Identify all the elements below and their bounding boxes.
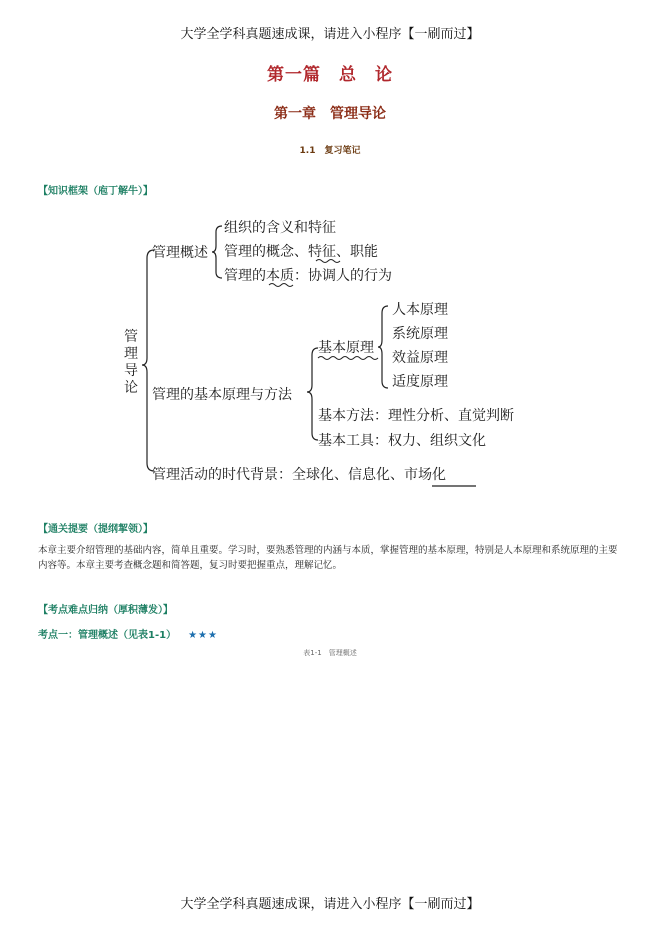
branch2-brace [307, 348, 318, 440]
root-brace [142, 250, 154, 471]
branch3-label: 管理活动的时代背景：全球化、信息化、市场化 [152, 467, 446, 483]
branch2-sublabel: 基本原理 [318, 340, 374, 356]
wavy-underline-jibenyuanli [318, 357, 378, 360]
diagram-root-char-4: 论 [124, 380, 138, 396]
diagram-root-char-2: 理 [124, 346, 138, 362]
principles-brace [378, 306, 388, 388]
principle-3: 效益原理 [392, 350, 448, 366]
section-title: 1.1 复习笔记 [299, 146, 361, 156]
principle-4: 适度原理 [392, 374, 448, 390]
keypoints-heading: 【考点难点归纳（厚积薄发）】 [38, 605, 173, 616]
chapter-title: 第一章 管理导论 [274, 106, 386, 122]
branch1-item-1: 组织的含义和特征 [224, 220, 336, 236]
diagram-root-char-3: 导 [124, 363, 138, 379]
diagram-root-char-1: 管 [124, 329, 138, 345]
branch2-method: 基本方法：理性分析、直觉判断 [318, 408, 514, 424]
table-caption: 表1-1 管理概述 [303, 649, 357, 657]
summary-heading: 【通关提要（提纲挈领）】 [38, 524, 153, 535]
keypoint-1-title [38, 626, 218, 641]
branch1-item-2: 管理的概念、特征、职能 [224, 244, 378, 260]
branch1-label: 管理概述 [152, 245, 208, 261]
summary-paragraph: 本章主要介绍管理的基础内容，简单且重要。学习时，要熟悉管理的内涵与本质，掌握管理的基本原理，特别是人本原理和系统原理的主要内容等。本章主要考查概念题和简答题，复习时要把握重点，理解记忆。 [38, 545, 618, 571]
principle-2: 系统原理 [392, 326, 448, 342]
page-header: 大学全学科真题速成课，请进入小程序【一刷而过】 [180, 27, 480, 42]
branch2-label: 管理的基本原理与方法 [152, 387, 292, 403]
part-title: 第一篇 总 论 [267, 65, 393, 85]
knowledge-framework-diagram [110, 208, 560, 498]
principle-1: 人本原理 [392, 302, 448, 318]
importance-stars: ★★★ [188, 630, 218, 641]
framework-heading: 【知识框架（庖丁解牛）】 [38, 186, 153, 197]
branch1-item-3: 管理的本质：协调人的行为 [224, 268, 392, 284]
page-footer: 大学全学科真题速成课，请进入小程序【一刷而过】 [180, 897, 480, 912]
keypoint-1-text: 考点一：管理概述（见表1-1） [38, 630, 177, 641]
branch1-brace [212, 226, 222, 278]
branch2-tool: 基本工具：权力、组织文化 [318, 433, 486, 449]
